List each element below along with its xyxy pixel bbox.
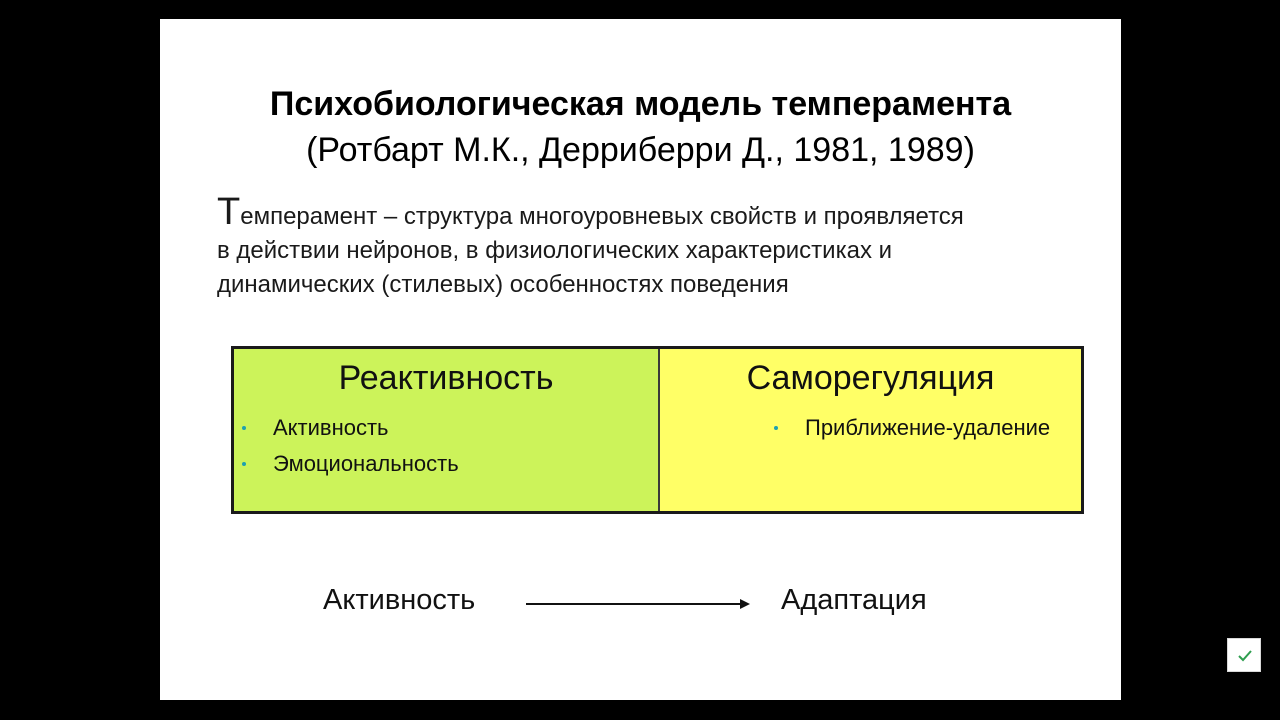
list-item-label: Активность (273, 415, 389, 440)
definition-line-1-text: емперамент – структура многоуровневых свойств и проявляется (240, 203, 964, 230)
slide-subtitle: (Ротбарт М.К., Дерриберри Д., 1981, 1989) (306, 131, 975, 169)
flow-to-label: Адаптация (781, 584, 927, 616)
reactivity-cell (234, 349, 660, 511)
arrow-right-icon (526, 595, 750, 613)
self-regulation-cell (660, 349, 1081, 511)
self-regulation-list (774, 415, 1050, 451)
list-item (242, 451, 459, 487)
definition-text (217, 191, 1077, 302)
bullet-icon (774, 426, 778, 430)
check-icon (1237, 649, 1253, 662)
definition-line-3: динамических (стилевых) особенностях поведения (217, 271, 789, 298)
bullet-icon (242, 462, 246, 466)
list-item-label: Эмоциональность (273, 451, 459, 476)
self-regulation-title: Саморегуляция (746, 359, 995, 397)
definition-first-letter: Т (217, 191, 241, 233)
reactivity-title: Реактивность (338, 359, 554, 397)
slide-title: Психобиологическая модель темперамента (269, 85, 1012, 123)
flow-from-label: Активность (323, 584, 476, 616)
slide (160, 19, 1121, 700)
definition-line-1 (217, 191, 1077, 234)
temperament-table (231, 346, 1084, 514)
reactivity-list (242, 415, 459, 487)
definition-line-2: в действии нейронов, в физиологических характеристиках и (217, 237, 893, 264)
list-item-label: Приближение-удаление (805, 415, 1051, 440)
list-item (242, 415, 459, 451)
bullet-icon (242, 426, 246, 430)
list-item (774, 415, 1050, 451)
status-check-button[interactable] (1227, 638, 1261, 672)
